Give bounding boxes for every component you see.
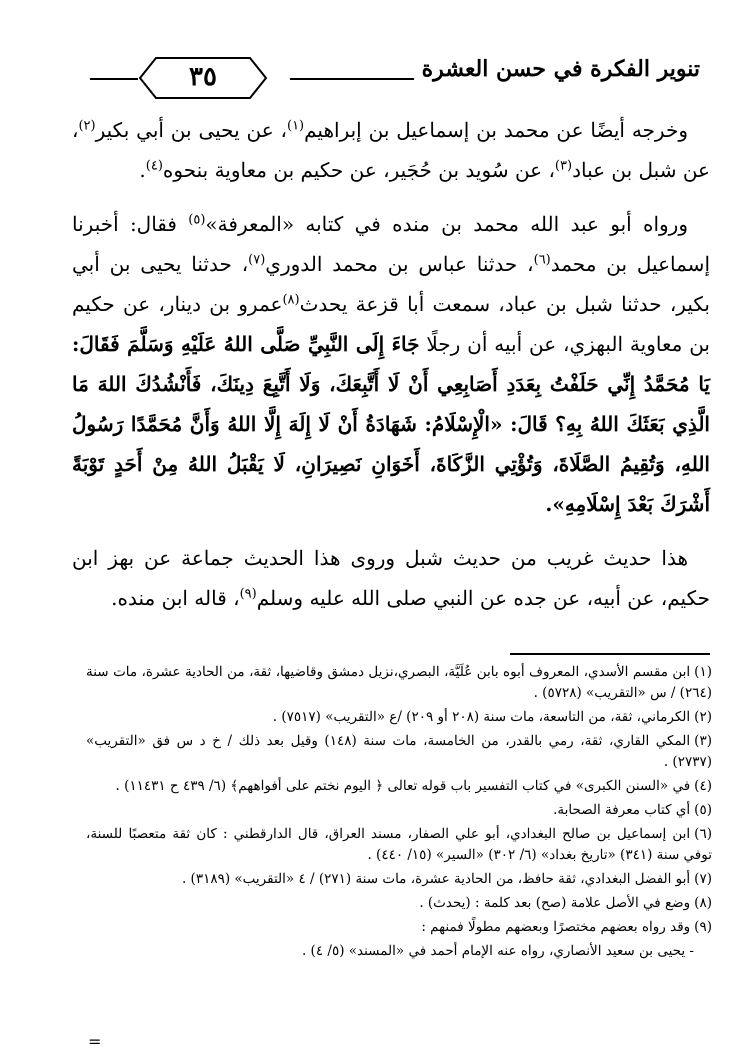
footnote-ref[interactable]: (٥) (188, 212, 206, 228)
footnote-ref[interactable]: (٩) (239, 586, 257, 602)
page-number: ٣٥ (189, 62, 217, 92)
footnote-continuation: - يحيى بن سعيد الأنصاري، رواه عنه الإمام أحمد في «المسند» (٥/ ٤) . (301, 943, 694, 959)
footnote-ref[interactable]: (٢) (78, 118, 96, 134)
header-rule-left (90, 78, 138, 80)
page-number-frame (138, 56, 268, 100)
hadith-text: جَاءَ إِلَى النَّبِيِّ صَلَّى اللهُ عَلَيْهِ وَسَلَّمَ فَقَالَ: يَا مُحَمَّدُ إِنِّي حَلَفْتُ بِعَدَدِ أَصَابِعِي أَنْ لَا أَتَّبِعَكَ، وَلَا أَتَّبِعَ دِينَكَ، فَأَنْشُدُكَ اللهَ مَا الَّذِي بَعَثَكَ اللهُ بِهِ؟ قَالَ: «الْإِسْلَامُ: شَهَادَةُ أَنْ لَا إِلَهَ إِلَّا اللهُ وَأَنَّ مُحَمَّدًا رَسُولُ اللهِ، وَتُقِيمُ الصَّلَاةَ، وَتُؤْتِي الزَّكَاةَ، أَخَوَانِ نَصِيرَانِ، لَا يَقْبَلُ اللهُ مِنْ أَحَدٍ تَوْبَةً أَشْرَكَ بَعْدَ إِسْلَامِهِ». (72, 332, 710, 516)
footnote: (٨)وضع في الأصل علامة (صح) بعد كلمة : (يحدث) . (419, 895, 712, 911)
footnote: (٢)الكرماني، ثقة، من التاسعة، مات سنة (٢٠٨ أو ٢٠٩) /ع «التقريب» (٧٥١٧) . (272, 709, 712, 725)
footnote-ref[interactable]: (٤) (145, 158, 163, 174)
footnote-ref[interactable]: (٧) (248, 252, 266, 268)
footnotes (86, 662, 712, 962)
footnote: (٣)المكي القاري، ثقة، رمي بالقدر، من الخامسة، مات سنة (١٤٨) وقيل بعد ذلك / خ د س فق «التقريب» (٢٧٣٧) . (86, 733, 712, 770)
main-text (72, 110, 710, 618)
continuation-mark: = (88, 1032, 102, 1051)
footnote: (١)ابن مقسم الأسدي، المعروف أبوه بابن عُلَيَّة، البصري،نزيل دمشق وقاضيها، ثقة، من الحادية عشرة، مات سنة (٢٦٤) / س «التقريب» (٥٧٢٨) . (86, 664, 712, 701)
footnote-ref[interactable]: (٦) (533, 252, 551, 268)
footnote-separator (510, 653, 710, 655)
footnote: (٩)وقد رواه بعضهم مختصرًا وبعضهم مطولًا فمنهم : (421, 919, 712, 935)
footnote: (٥)أي كتاب معرفة الصحابة. (553, 802, 712, 818)
footnote: (٦)ابن إسماعيل بن صالح البغدادي، أبو علي الصفار، مسند العراق، قال الدارقطني : كان ثقة متعصبًا للسنة، توفي سنة (٣٤١) «تاريخ بغداد» (٦/ ٣٠٢) «السير» (١٥/ ٤٤٠) . (86, 826, 712, 863)
page-header (90, 50, 700, 100)
paragraph-3: هذا حديث غريب من حديث شبل وروى هذا الحديث جماعة عن بهز ابن حكيم، عن أبيه، عن جده عن النبي صلى الله عليه وسلم$^{(٩)}$، قاله ابن منده. (72, 546, 710, 610)
footnote-ref[interactable]: (٨) (282, 292, 300, 308)
paragraph-1: وخرجه أيضًا عن محمد بن إسماعيل بن إبراهيم$^{(١)}$، عن يحيى بن أبي بكير$^{(٢)}$، عن شبل بن عباد$^{(٣)}$، عن سُويد بن حُجَير، عن حكيم بن معاوية بنحوه$^{(٤)}$. (72, 118, 710, 182)
footnote-ref[interactable]: (٣) (554, 158, 573, 174)
paragraph-2: ورواه أبو عبد الله محمد بن منده في كتابه «المعرفة»$^{(٥)}$ فقال: أخبرنا إسماعيل بن محمد$^{(٦)}$، حدثنا عباس بن محمد الدوري$^{(٧)}$، حدثنا يحيى بن أبي بكير، حدثنا شبل بن عباد، سمعت أبا قزعة يحدث$^{(٨)}$عمرو بن دينار، عن حكيم بن معاوية البهزي، عن أبيه أن رجلًا جَاءَ إِلَى النَّبِيِّ صَلَّى اللهُ عَلَيْهِ وَسَلَّمَ فَقَالَ: يَا مُحَمَّدُ إِنِّي حَلَفْتُ بِعَدَدِ أَصَابِعِي أَنْ لَا أَتَّبِعَكَ، وَلَا أَتَّبِعَ دِينَكَ، فَأَنْشُدُكَ اللهَ مَا الَّذِي بَعَثَكَ اللهُ بِهِ؟ قَالَ: «الْإِسْلَامُ: شَهَادَةُ أَنْ لَا إِلَهَ إِلَّا اللهُ وَأَنَّ مُحَمَّدًا رَسُولُ اللهِ، وَتُقِيمُ الصَّلَاةَ، وَتُؤْتِي الزَّكَاةَ، أَخَوَانِ نَصِيرَانِ، لَا يَقْبَلُ اللهُ مِنْ أَحَدٍ تَوْبَةً أَشْرَكَ بَعْدَ إِسْلَامِهِ». (72, 212, 710, 516)
footnote-ref[interactable]: (١) (286, 118, 305, 134)
footnote: (٧)أبو الفضل البغدادي، ثقة حافظ، من الحادية عشرة، مات سنة (٢٧١) / ٤ «التقريب» (٣١٨٩) . (181, 871, 712, 887)
footnote: (٤)في «السنن الكبرى» في كتاب التفسير باب قوله تعالى ﴿ اليوم نختم على أفواههم﴾ (٦/ ٤٣٩ ح ١١٤٣١) . (115, 778, 712, 794)
running-title: تنوير الفكرة في حسن العشرة (414, 56, 700, 82)
